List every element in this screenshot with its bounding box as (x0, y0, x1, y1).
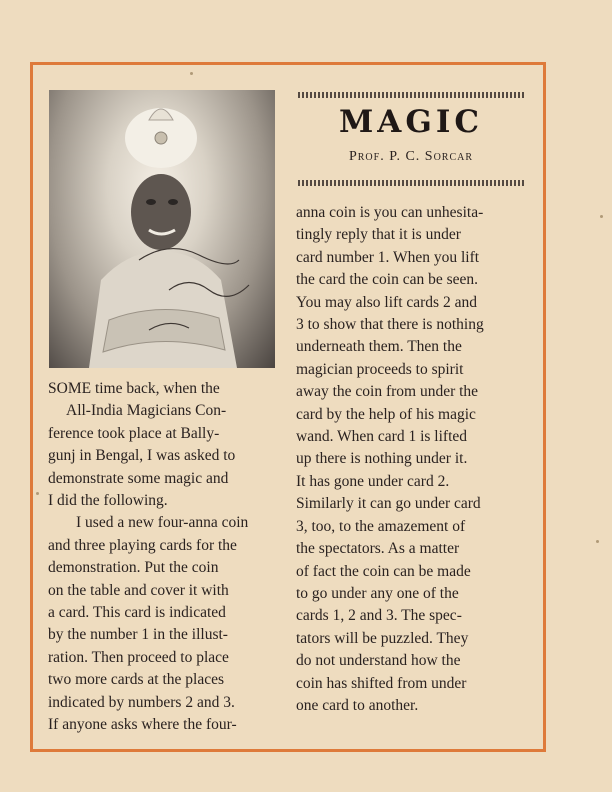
text-line: demonstration. Put the coin (48, 559, 219, 577)
text-line: indicated by numbers 2 and 3. (48, 693, 235, 711)
text-line: gunj in Bengal, I was asked to (48, 447, 236, 465)
text-line: ration. Then proceed to place (48, 648, 229, 666)
text-line: to go under any one of the (296, 584, 459, 602)
title-top-dotted-rule (298, 92, 524, 98)
text-line: anna coin is you can unhesita- (296, 204, 484, 221)
right-text-column (296, 202, 524, 717)
paragraph-demonstration (48, 512, 278, 736)
article-title: MAGIC (338, 104, 483, 140)
portrait-illustration (49, 90, 275, 368)
text-line: the spectators. As a matter (296, 540, 460, 558)
text-line: card number 1. When you lift (296, 248, 480, 266)
paragraph-intro (48, 378, 278, 512)
text-line: the card the coin can be seen. (296, 271, 479, 289)
paper-speck (36, 492, 39, 495)
text-line: It has gone under card 2. (296, 472, 450, 490)
text-line: I did the following. (48, 492, 168, 510)
text-line: by the number 1 in the illust- (48, 626, 228, 644)
text-line: cards 1, 2 and 3. The spec- (296, 607, 462, 625)
text-line: up there is nothing under it. (296, 450, 468, 468)
face-shape (131, 174, 191, 250)
text-line: two more cards at the places (48, 671, 225, 689)
text-line: do not understand how the (296, 652, 461, 670)
paper-speck (600, 215, 603, 218)
title-bottom-dotted-rule (298, 180, 524, 186)
text-line: underneath them. Then the (296, 338, 462, 356)
text-line: You may also lift cards 2 and (296, 293, 477, 311)
text-line: card by the help of his magic (296, 405, 476, 423)
text-line: of fact the coin can be made (296, 562, 471, 580)
text-line: SOME time back, when the (48, 380, 220, 397)
text-line: tators will be puzzled. They (296, 629, 469, 647)
text-line: 3, too, to the amazement of (296, 517, 466, 535)
text-line: tingly reply that it is under (296, 226, 461, 244)
text-line: a card. This card is indicated (48, 604, 226, 622)
text-line: Similarly it can go under card (296, 495, 481, 513)
text-line: coin has shifted from under (296, 674, 467, 692)
paragraph-continuation (296, 202, 524, 717)
text-line: one card to another. (296, 696, 419, 714)
left-text-column (48, 378, 278, 737)
text-line: wand. When card 1 is lifted (296, 428, 468, 446)
text-line: magician proceeds to spirit (296, 360, 464, 378)
article-author: Prof. P. C. Sorcar (348, 149, 474, 164)
text-line: 3 to show that there is nothing (296, 316, 484, 334)
paper-speck (596, 540, 599, 543)
text-line: on the table and cover it with (48, 581, 229, 599)
paper-speck (190, 72, 193, 75)
text-line: demonstrate some magic and (48, 469, 229, 487)
text-line: ference took place at Bally- (48, 424, 220, 442)
text-line: away the coin from under the (296, 383, 479, 401)
text-line: If anyone asks where the four- (48, 716, 237, 734)
text-line: and three playing cards for the (48, 536, 237, 554)
magician-portrait-photo (49, 90, 275, 368)
text-line: All-India Magicians Con- (66, 402, 227, 420)
text-line: I used a new four-anna coin (76, 514, 249, 532)
